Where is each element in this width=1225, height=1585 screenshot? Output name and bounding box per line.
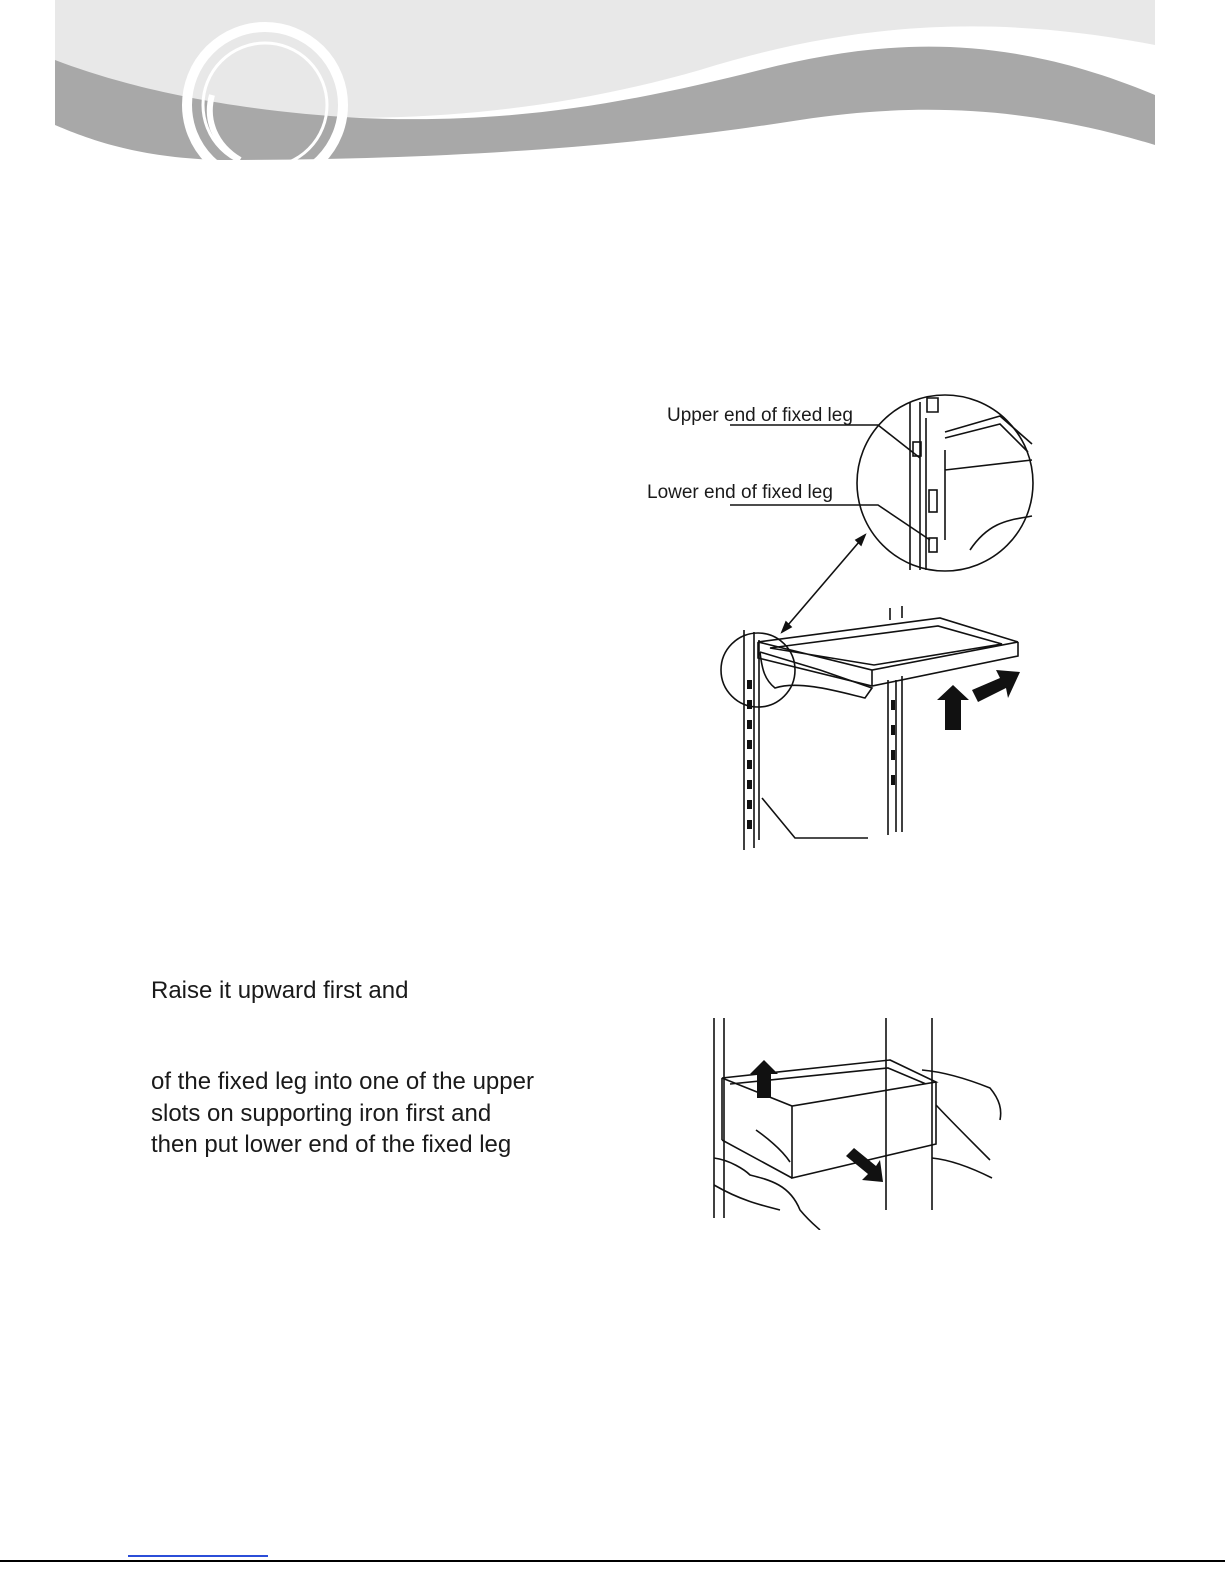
rear-leg-slot	[891, 700, 895, 710]
leg-slot	[747, 760, 752, 769]
leg-slot	[747, 680, 752, 689]
drawer-removal-diagram	[700, 1010, 1020, 1230]
leg-slot	[747, 780, 752, 789]
leg-slot	[747, 700, 752, 709]
leg-slot	[747, 800, 752, 809]
detail-fixed-leg	[910, 402, 926, 570]
drawer-box	[722, 1060, 936, 1178]
right-hand	[922, 1070, 1001, 1178]
detail-slot-low	[929, 538, 937, 552]
leg-slot	[747, 720, 752, 729]
zoom-arrow	[782, 535, 865, 632]
arrow-down-right-icon	[846, 1148, 883, 1182]
leg-slot	[747, 820, 752, 829]
leader-lower	[730, 505, 930, 540]
instruction-line: slots on supporting iron first and	[151, 1100, 492, 1127]
rear-leg-slot	[891, 750, 895, 760]
instruction-line: Raise it upward first and	[151, 977, 409, 1004]
arrow-up-icon	[937, 685, 969, 730]
rear-leg-slot	[891, 725, 895, 735]
instruction-line: of the fixed leg into one of the upper	[151, 1068, 534, 1095]
footer-rule	[0, 1560, 1225, 1562]
instruction-line: then put lower end of the fixed leg	[151, 1131, 512, 1158]
leg-pointer	[762, 798, 868, 838]
detail-slot-mid	[929, 490, 937, 512]
leader-upper	[730, 425, 920, 458]
cabinet-right-wall	[886, 1018, 932, 1210]
footer-link-underline[interactable]	[128, 1555, 268, 1557]
leg-slot	[747, 740, 752, 749]
arrow-right-icon	[972, 670, 1020, 702]
rear-top-post	[890, 606, 902, 620]
shelf-installation-diagram	[640, 380, 1060, 860]
shelf-bracket	[760, 652, 872, 698]
callout-lower-end: Lower end of fixed leg	[647, 482, 833, 503]
header-banner	[0, 0, 1225, 180]
rear-leg-slot	[891, 775, 895, 785]
callout-upper-end: Upper end of fixed leg	[667, 405, 853, 426]
detail-hook	[927, 398, 938, 412]
shelf-tray	[758, 618, 1018, 686]
